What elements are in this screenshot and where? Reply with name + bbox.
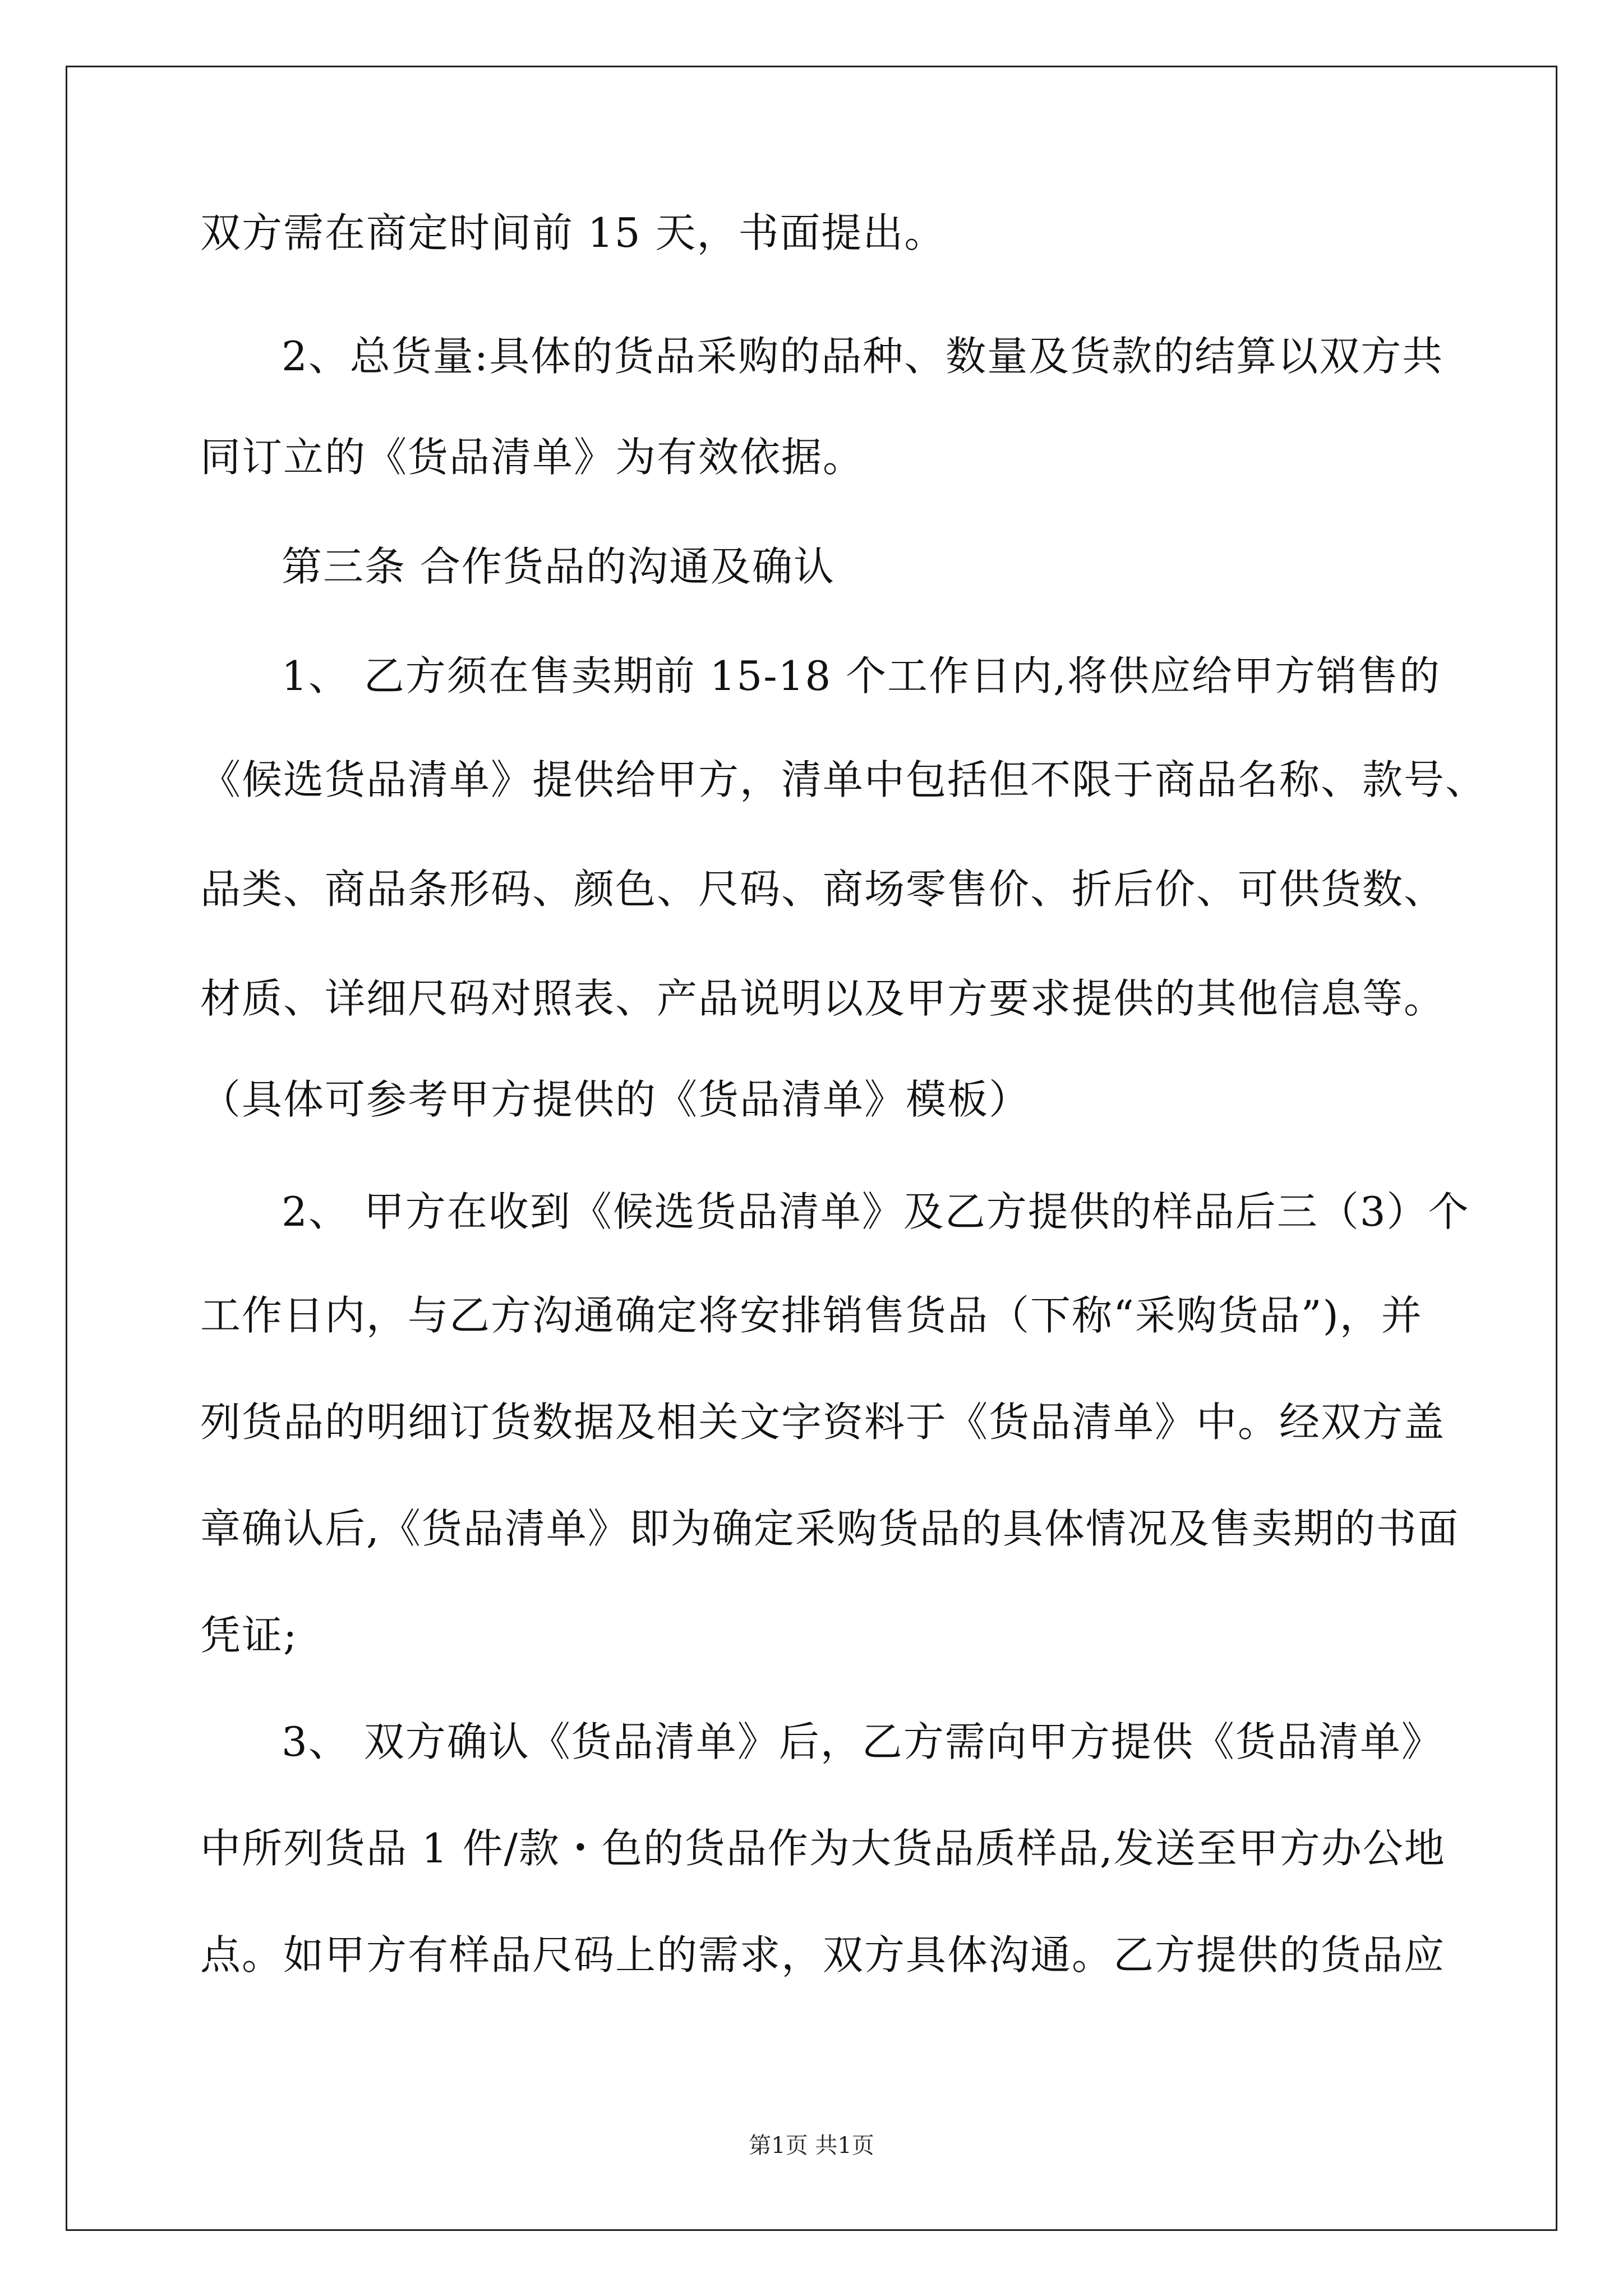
text-line: 品类、商品条形码、颜色、尺码、商场零售价、折后价、可供货数、 xyxy=(200,866,1446,913)
text-line: 双方需在商定时间前 15 天，书面提出。 xyxy=(200,209,946,256)
text-line: 《候选货品清单》提供给甲方，清单中包括但不限于商品名称、款号、 xyxy=(200,756,1487,803)
text-line: 工作日内，与乙方沟通确定将安排销售货品（下称“采购货品”)，并 xyxy=(200,1292,1423,1339)
text-line: 中所列货品 1 件/款・色的货品作为大货品质样品,发送至甲方办公地 xyxy=(200,1825,1446,1872)
text-line: 2、总货量:具体的货品采购的品种、数量及货款的结算以双方共 xyxy=(282,333,1444,380)
text-line: 3、 双方确认《货品清单》后，乙方需向甲方提供《货品清单》 xyxy=(282,1718,1443,1765)
text-line: 2、 甲方在收到《候选货品清单》及乙方提供的样品后三（3）个 xyxy=(282,1188,1470,1235)
text-line: 点。如甲方有样品尺码上的需求，双方具体沟通。乙方提供的货品应 xyxy=(200,1931,1446,1978)
text-line: （具体可参考甲方提供的《货品清单》模板） xyxy=(200,1076,1031,1123)
text-line: 1、 乙方须在售卖期前 15-18 个工作日内,将供应给甲方销售的 xyxy=(282,652,1441,700)
page-number: 第1页 共1页 xyxy=(749,2133,874,2159)
section-heading: 第三条 合作货品的沟通及确认 xyxy=(282,543,835,590)
text-line: 同订立的《货品清单》为有效依据。 xyxy=(200,434,865,481)
text-line: 材质、详细尺码对照表、产品说明以及甲方要求提供的其他信息等。 xyxy=(200,975,1446,1022)
text-line: 章确认后,《货品清单》即为确定采购货品的具体情况及售卖期的书面 xyxy=(200,1505,1459,1552)
text-line: 列货品的明细订货数据及相关文字资料于《货品清单》中。经双方盖 xyxy=(200,1398,1446,1446)
page-border xyxy=(66,66,1557,2231)
text-line: 凭证; xyxy=(200,1612,298,1659)
